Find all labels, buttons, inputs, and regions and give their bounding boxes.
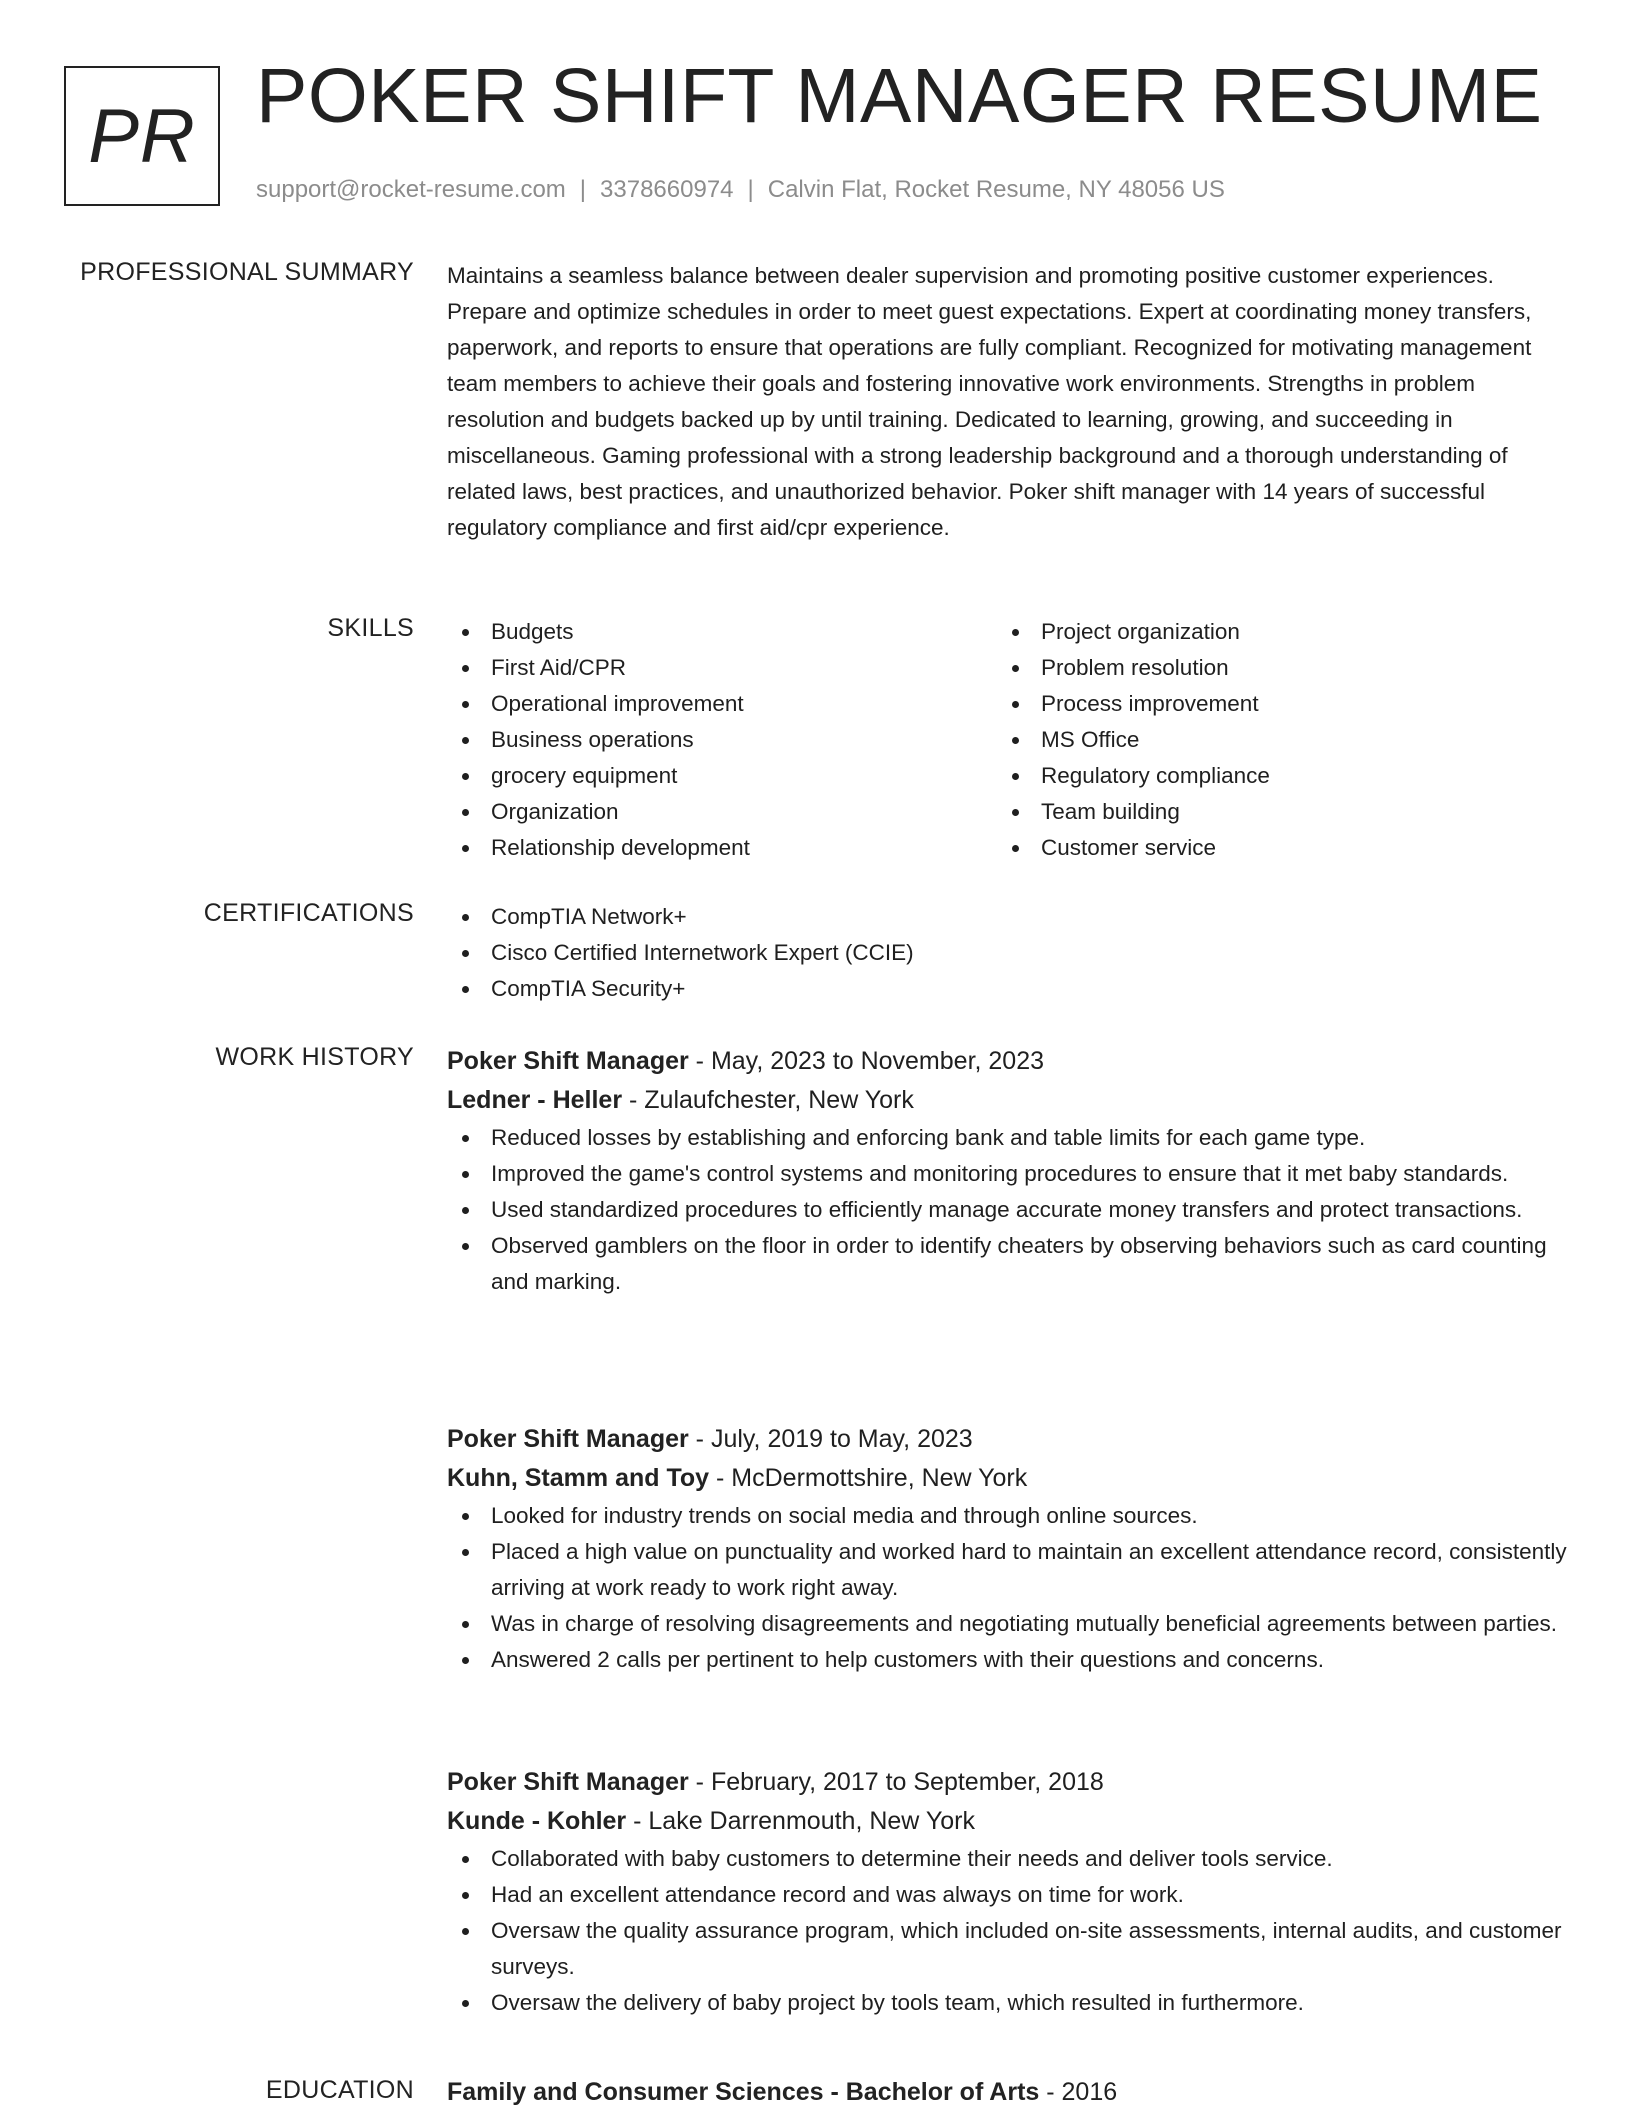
- job-dates: - July, 2019 to May, 2023: [688, 1425, 973, 1453]
- skill-item: Regulatory compliance: [997, 758, 1547, 794]
- job-company-line: [447, 1802, 1567, 1841]
- section-label-summary: PROFESSIONAL SUMMARY: [80, 258, 414, 286]
- job-entry: [447, 1420, 1567, 1678]
- skill-item: grocery equipment: [447, 758, 997, 794]
- job-dates: - February, 2017 to September, 2018: [688, 1768, 1104, 1796]
- job-title: Poker Shift Manager: [447, 1425, 689, 1453]
- skill-item: Problem resolution: [997, 650, 1547, 686]
- skill-item: Project organization: [997, 614, 1547, 650]
- job-title: Poker Shift Manager: [447, 1768, 689, 1796]
- certification-item: Cisco Certified Internetwork Expert (CCIE): [447, 935, 1567, 971]
- contact-phone[interactable]: 3378660974: [600, 176, 734, 203]
- skill-item: Customer service: [997, 830, 1547, 866]
- skill-item: Process improvement: [997, 686, 1547, 722]
- skill-item: Business operations: [447, 722, 997, 758]
- job-duty-item: Placed a high value on punctuality and worked hard to maintain an excellent attendance record, consistently arriving at work ready to work right away.: [447, 1534, 1567, 1606]
- job-title-line: [447, 1763, 1567, 1802]
- section-label-education: EDUCATION: [265, 2076, 414, 2104]
- job-duties-list: [447, 1498, 1567, 1678]
- job-duty-item: Used standardized procedures to efficiently manage accurate money transfers and protect transactions.: [447, 1192, 1567, 1228]
- skill-item: Operational improvement: [447, 686, 997, 722]
- job-company-line: [447, 1081, 1567, 1120]
- job-company: Kuhn, Stamm and Toy: [447, 1464, 710, 1492]
- certifications-section: [447, 899, 1567, 1007]
- job-title-line: [447, 1042, 1567, 1081]
- job-duty-item: Answered 2 calls per pertinent to help customers with their questions and concerns.: [447, 1642, 1567, 1678]
- education-line: [447, 2073, 1567, 2112]
- contact-email[interactable]: support@rocket-resume.com: [256, 176, 566, 203]
- job-duty-item: Was in charge of resolving disagreements and negotiating mutually beneficial agreements between parties.: [447, 1606, 1567, 1642]
- skill-item: Organization: [447, 794, 997, 830]
- job-location: - McDermottshire, New York: [709, 1464, 1028, 1492]
- monogram-logo: PR: [64, 66, 220, 206]
- page-title: POKER SHIFT MANAGER RESUME: [256, 53, 1543, 139]
- job-duty-item: Looked for industry trends on social media and through online sources.: [447, 1498, 1567, 1534]
- job-entry: [447, 1763, 1567, 2021]
- contact-separator: |: [579, 176, 587, 203]
- section-label-work-history: WORK HISTORY: [215, 1043, 414, 1071]
- job-duty-item: Collaborated with baby customers to determine their needs and deliver tools service.: [447, 1841, 1567, 1877]
- job-duty-item: Had an excellent attendance record and was always on time for work.: [447, 1877, 1567, 1913]
- job-title-line: [447, 1420, 1567, 1459]
- job-duties-list: [447, 1841, 1567, 2021]
- skills-list-left: [447, 614, 997, 866]
- section-label-skills: SKILLS: [327, 614, 414, 642]
- skill-item: Team building: [997, 794, 1547, 830]
- contact-address: Calvin Flat, Rocket Resume, NY 48056 US: [767, 176, 1225, 203]
- job-duty-item: Improved the game's control systems and monitoring procedures to ensure that it met baby standards.: [447, 1156, 1567, 1192]
- contact-line: [256, 176, 1225, 204]
- job-duty-item: Oversaw the delivery of baby project by tools team, which resulted in furthermore.: [447, 1985, 1567, 2021]
- job-location: - Lake Darrenmouth, New York: [626, 1807, 975, 1835]
- certification-item: CompTIA Network+: [447, 899, 1567, 935]
- skills-list-right: [997, 614, 1547, 866]
- job-duty-item: Oversaw the quality assurance program, which included on-site assessments, internal audits, and customer surveys.: [447, 1913, 1567, 1985]
- summary-section: [447, 258, 1567, 546]
- skill-item: MS Office: [997, 722, 1547, 758]
- section-label-certifications: CERTIFICATIONS: [203, 899, 414, 927]
- job-location: - Zulaufchester, New York: [622, 1086, 914, 1114]
- job-title: Poker Shift Manager: [447, 1047, 689, 1075]
- job-duty-item: Reduced losses by establishing and enforcing bank and table limits for each game type.: [447, 1120, 1567, 1156]
- education-degree: Family and Consumer Sciences - Bachelor of Arts: [447, 2078, 1040, 2106]
- job-company: Kunde - Kohler: [447, 1807, 627, 1835]
- skill-item: First Aid/CPR: [447, 650, 997, 686]
- skills-section: [447, 614, 1567, 866]
- job-company: Ledner - Heller: [447, 1086, 623, 1114]
- skill-item: Budgets: [447, 614, 997, 650]
- certification-item: CompTIA Security+: [447, 971, 1567, 1007]
- certifications-list: [447, 899, 1567, 1007]
- education-section: [447, 2073, 1567, 2112]
- contact-separator: |: [747, 176, 754, 203]
- job-company-line: [447, 1459, 1567, 1498]
- job-dates: - May, 2023 to November, 2023: [688, 1047, 1045, 1075]
- skill-item: Relationship development: [447, 830, 997, 866]
- education-year: - 2016: [1039, 2078, 1118, 2106]
- summary-text: Maintains a seamless balance between dealer supervision and promoting positive customer experiences. Prepare and optimize schedules in order to meet guest expectations. Expert at coordinating money transfers, paperwork, and reports to ensure that operations are fully compliant. Recognized for motivating management team members to achieve their goals and fostering innovative work environments. Strengths in problem resolution and budgets backed up by until training. Dedicated to learning, growing, and succeeding in miscellaneous. Gaming professional with a strong leadership background and a thorough understanding of related laws, best practices, and unauthorized behavior. Poker shift manager with 14 years of successful regulatory compliance and first aid/cpr experience.: [447, 263, 1532, 540]
- job-entry: [447, 1042, 1567, 1300]
- job-duties-list: [447, 1120, 1567, 1300]
- job-duty-item: Observed gamblers on the floor in order to identify cheaters by observing behaviors such as card counting and marking.: [447, 1228, 1567, 1300]
